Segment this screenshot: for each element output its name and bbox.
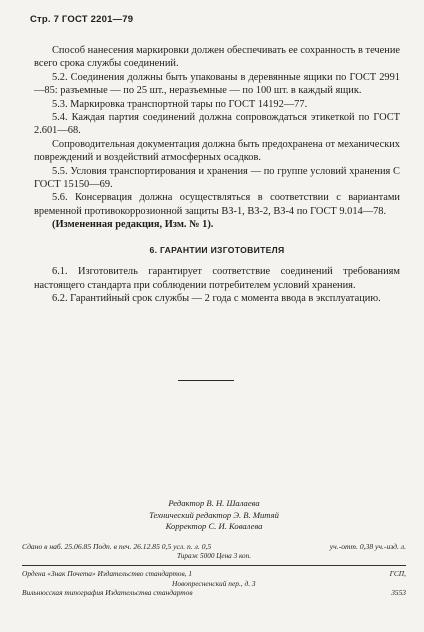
publisher: Ордена «Знак Почета» Издательство стандартов, 1 [22,569,193,579]
paragraph: 5.5. Условия транспортирования и хранения — по группе условий хранения С ГОСТ 15150—69. [34,165,400,191]
order-number: 3553 [391,588,406,598]
page-header: Стр. 7 ГОСТ 2201—79 [30,14,134,25]
paragraph: Сопроводительная документация должна быть предохранена от механических повреждений и воздействий атмосферных осадков. [34,138,400,164]
imprint-left: Сдано в наб. 25.06.85 Подп. в печ. 26.12.85 0,5 усл. п. л. 0,5 [22,542,212,551]
paragraph: 5.3. Маркировка транспортной тары по ГОСТ 14192—77. [52,98,308,110]
imprint-print-run: Тираж 5000 Цена 3 коп. [176,551,252,560]
paragraph: 5.4. Каждая партия соединений должна сопровождаться этикеткой по ГОСТ 2.601—68. [34,112,400,137]
paragraph: 5.2. Соединения должны быть упакованы в деревянные ящики по ГОСТ 2991—85: разъемные — по 25 шт., неразъемные — по 100 шт. в каждый ящик. [34,71,400,97]
imprint-row [22,542,406,552]
editor-line: Редактор В. Н. Шалаева [168,498,260,508]
paragraph: 6.1. Изготовитель гарантирует соответствие соединений требованиям настоящего стандарта при соблюдении потребителем условий хранения. [34,266,400,291]
publisher-address: Новопресненский пер., д. 3 [172,578,256,588]
imprint-right: уч.-отт. 0,38 уч.-изд. л. [329,542,406,551]
imprint-block [22,542,406,598]
paragraph: 6.2. Гарантийный срок службы — 2 года с момента ввода в эксплуатацию. [52,292,381,304]
end-rule [178,380,234,381]
paragraph: Способ нанесения маркировки должен обеспечивать ее сохранность в течение всего срока службы соединений. [34,45,400,70]
publisher-row [22,569,406,579]
editor-line: Корректор С. И. Ковалева [165,521,263,532]
document-body [34,44,400,305]
editors-block [94,498,334,533]
section-title: 6. ГАРАНТИИ ИЗГОТОВИТЕЛЯ [149,244,285,255]
paragraph: 5.6. Консервация должна осуществляться в соответствии с вариантами временной противокоррозионной защиты ВЗ-1, ВЗ-2, ВЗ-4 по ГОСТ 9.014—78. [34,192,400,217]
publisher-address-row [22,579,406,589]
editor-line: Технический редактор Э. В. Митяй [149,509,279,520]
imprint-divider [22,565,406,566]
amendment-note: (Измененная редакция, Изм. № 1). [52,219,214,231]
printer: Вильнюсская типография Издательства стандартов [22,588,193,598]
publisher-right: ГСП, [389,569,406,579]
printer-row [22,588,406,598]
